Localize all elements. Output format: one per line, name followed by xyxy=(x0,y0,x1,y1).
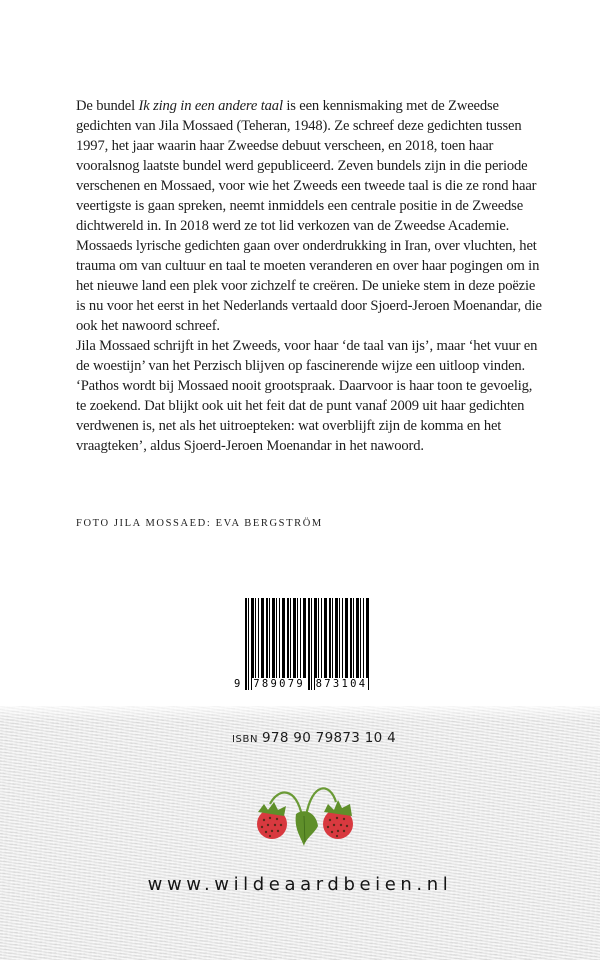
isbn-prefix: ISBN xyxy=(232,734,259,745)
barcode-digit-group-2: 873104 xyxy=(315,678,368,690)
blurb-paragraph-2: Mossaeds lyrische gedichten gaan over onderdrukking in Iran, over vluchten, het trauma om van cultuur en taal te moeten veranderen en over haar pogingen om in het nieuwe land een plek voor zichzelf te creëren. De unieke stem in deze poëzie is nu voor het eerst in het Nederlands vertaald door Sjoerd-Jeroen Moenandar, die ook het nawoord schreef. xyxy=(76,238,542,334)
isbn-label xyxy=(232,730,396,746)
photo-credit: FOTO JILA MOSSAED: EVA BERGSTRÖM xyxy=(76,518,323,529)
blurb-paragraph-1 xyxy=(76,96,542,236)
publisher-logo xyxy=(250,768,360,848)
blurb-text: De bundel xyxy=(76,98,139,114)
book-title: Ik zing in een andere taal xyxy=(138,98,283,114)
texture-fade xyxy=(0,700,600,720)
blurb-paragraph-4: ‘Pathos wordt bij Mossaed nooit grootspraak. Daarvoor is haar toon te gevoelig, te zoekend. Dat blijkt ook uit het feit dat de punt vanaf 2009 uit haar gedichten verdwenen is, net als het uitroepteken: wat overblijft zijn de komma en het vraagteken’, aldus Sjoerd-Jeroen Moenandar in het nawoord. xyxy=(76,378,533,454)
publisher-website: www.wildeaardbeien.nl xyxy=(147,874,453,895)
blurb-paragraph-3: Jila Mossaed schrijft in het Zweeds, voor haar ‘de taal van ijs’, maar ‘het vuur en de woestijn’ van het Perzisch blijven op fascinerende wijze een uitloop vinden. xyxy=(76,338,538,374)
isbn-number: 978 90 79873 10 4 xyxy=(262,730,396,746)
back-cover-blurb xyxy=(76,96,542,456)
wild-strawberries-icon xyxy=(250,768,360,848)
barcode-digit-first: 9 xyxy=(234,678,243,690)
barcode-digit-group-1: 789079 xyxy=(253,678,305,690)
blurb-text: is een kennismaking met de Zweedse gedichten van Jila Mossaed (Teheran, 1948). Ze schreef deze gedichten tussen 1997, het jaar waarin haar Zweedse debuut verscheen, en 2018, toen haar vooralsnog laatste bundel werd gepubliceerd. Zeven bundels zijn in die periode verschenen en Mossaed, voor wie het Zweeds een tweede taal is die ze rond haar veertigste is gaan spreken, neemt inmiddels een centrale positie in de Zweedse dichtwereld in. In 2018 werd ze tot lid verkozen van de Zweedse Academie. xyxy=(76,98,537,234)
barcode-bars xyxy=(245,598,371,690)
barcode xyxy=(233,598,373,690)
barcode-digits xyxy=(233,678,373,691)
